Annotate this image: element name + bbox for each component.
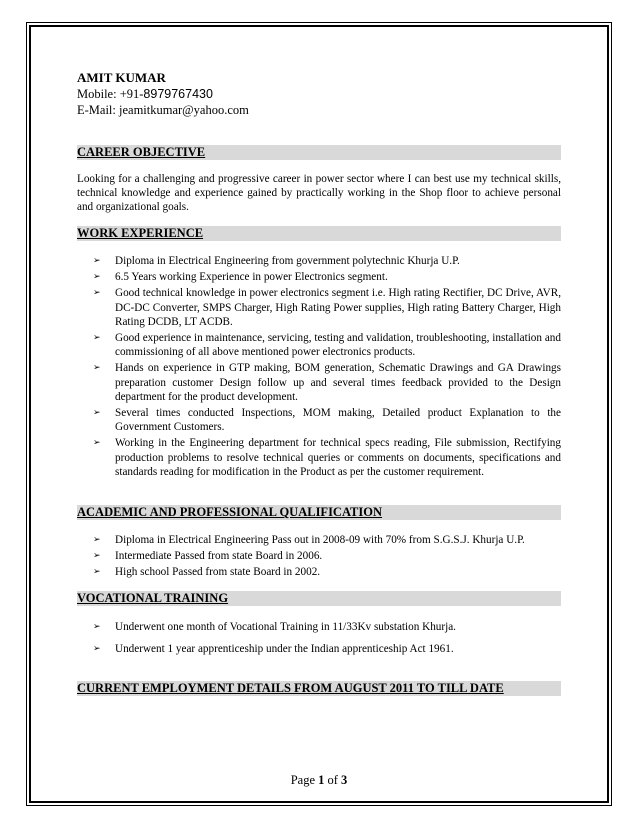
list-item bbox=[93, 565, 561, 579]
list-item-text: Underwent 1 year apprenticeship under the Indian apprenticeship Act 1961. bbox=[115, 642, 454, 655]
arrow-bullet-icon: ➢ bbox=[93, 438, 101, 449]
list-item bbox=[93, 436, 561, 479]
academic-heading: ACADEMIC AND PROFESSIONAL QUALIFICATION bbox=[77, 505, 561, 520]
arrow-bullet-icon: ➢ bbox=[93, 333, 101, 344]
list-item-text: 6.5 Years working Experience in power Electronics segment. bbox=[115, 271, 388, 284]
current-employment-heading: CURRENT EMPLOYMENT DETAILS FROM AUGUST 2011 TO TILL DATE bbox=[77, 681, 561, 696]
academic-list bbox=[77, 533, 561, 580]
arrow-bullet-icon: ➢ bbox=[93, 256, 101, 266]
list-item bbox=[93, 254, 561, 268]
list-item bbox=[93, 361, 561, 404]
page-footer bbox=[0, 773, 638, 788]
arrow-bullet-icon: ➢ bbox=[93, 567, 101, 578]
vocational-heading: VOCATIONAL TRAINING bbox=[77, 591, 561, 606]
list-item-text: Hands on experience in GTP making, BOM generation, Schematic Drawings and GA Drawings preparation customer Design follow up and several times feedback provided to the Design department for the product development. bbox=[115, 362, 561, 403]
list-item bbox=[93, 549, 561, 563]
email-line: E-Mail: jeamitkumar@yahoo.com bbox=[77, 103, 249, 117]
resume-content bbox=[77, 70, 561, 696]
arrow-bullet-icon: ➢ bbox=[93, 272, 101, 283]
list-item bbox=[93, 533, 561, 547]
arrow-bullet-icon: ➢ bbox=[93, 408, 101, 419]
arrow-bullet-icon: ➢ bbox=[93, 643, 101, 654]
list-item bbox=[93, 286, 561, 329]
page-total: 3 bbox=[341, 773, 348, 787]
mobile-number: 8979767430 bbox=[143, 87, 213, 101]
work-experience-heading: WORK EXPERIENCE bbox=[77, 226, 561, 241]
list-item-text: Good technical knowledge in power electronics segment i.e. High rating Rectifier, DC Drive, AVR, DC-DC Converter, SMPS Charger, High Rating Power supplies, High rating Battery Charger, High Rating DCDB, LT ACDB. bbox=[115, 287, 561, 328]
arrow-bullet-icon: ➢ bbox=[93, 288, 101, 299]
list-item-text: Diploma in Electrical Engineering from government polytechnic Khurja U.P. bbox=[115, 255, 460, 267]
list-item bbox=[93, 642, 561, 656]
list-item bbox=[93, 270, 561, 284]
candidate-name: AMIT KUMAR bbox=[77, 70, 166, 85]
page-current: 1 bbox=[318, 773, 325, 787]
work-experience-list bbox=[77, 254, 561, 479]
arrow-bullet-icon: ➢ bbox=[93, 551, 101, 562]
arrow-bullet-icon: ➢ bbox=[93, 621, 101, 632]
list-item-text: High school Passed from state Board in 2002. bbox=[115, 566, 321, 579]
career-objective-text: Looking for a challenging and progressive career in power sector where I can best use my technical skills, technical knowledge and experience gained by practically working in the Shop floor to achieve personal and organizational goals. bbox=[77, 173, 561, 213]
list-item-text: Underwent one month of Vocational Training in 11/33Kv substation Khurja. bbox=[115, 620, 456, 633]
list-item-text: Several times conducted Inspections, MOM making, Detailed product Explanation to the Government Customers. bbox=[115, 407, 561, 434]
list-item bbox=[93, 406, 561, 434]
page-label: Page bbox=[290, 773, 319, 787]
career-objective-heading: CAREER OBJECTIVE bbox=[77, 145, 561, 160]
arrow-bullet-icon: ➢ bbox=[93, 535, 101, 546]
list-item bbox=[93, 331, 561, 359]
contact-block bbox=[77, 70, 561, 118]
list-item-text: Diploma in Electrical Engineering Pass out in 2008-09 with 70% from S.G.S.J. Khurja U.P. bbox=[115, 534, 525, 547]
of-label: of bbox=[324, 773, 342, 787]
mobile-line bbox=[77, 86, 561, 102]
list-item-text: Good experience in maintenance, servicing, testing and validation, troubleshooting, installation and commissioning of all above mentioned power electronics products. bbox=[115, 332, 561, 359]
list-item-text: Working in the Engineering department for technical specs reading, File submission, Rectifying production problems to resolve technical queries or comments on documents, specifications and standards reading for modification in the Product as per the customer requirement. bbox=[115, 437, 561, 478]
vocational-list bbox=[77, 620, 561, 656]
mobile-label: Mobile: +91- bbox=[77, 87, 144, 101]
list-item-text: Intermediate Passed from state Board in 2006. bbox=[115, 550, 323, 563]
list-item bbox=[93, 620, 561, 634]
arrow-bullet-icon: ➢ bbox=[93, 363, 101, 374]
